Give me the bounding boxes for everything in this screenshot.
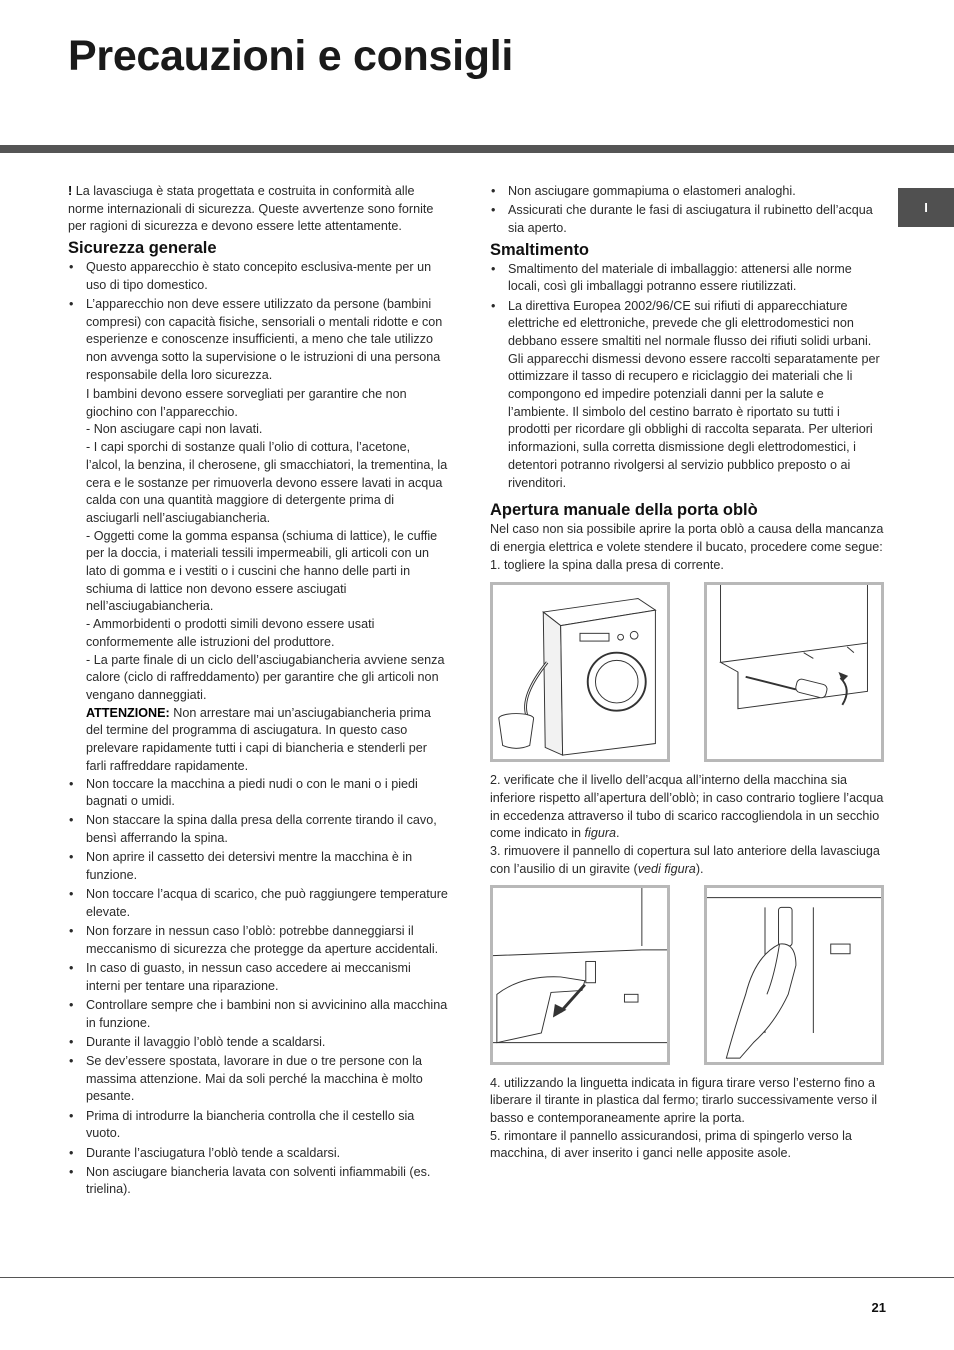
door-intro: Nel caso non sia possibile aprire la porta oblò a causa della mancanza di energia elettrica e volete stendere il bucato, procedere come segue: [490,522,884,554]
list-item: • L’apparecchio non deve essere utilizzato da persone (bambini compresi) con capacità fisiche, sensoriali o mentali ridotte e con esperienze e conoscenze insufficienti, a meno che tale utilizzo non avvenga sotto la supervisione o le istruzioni di una persona responsabile della loro sicurezza. [68,296,448,385]
page-title: Precauzioni e consigli [68,32,514,80]
list-item: • Non toccare la macchina a piedi nudi o con le mani o i piedi bagnati o umidi. [68,776,448,811]
step-3: 3. rimuovere il pannello di copertura sul lato anteriore della lavasciuga con l’ausilio di un giravite (vedi figura). [490,844,880,876]
release-tie-illustration [707,888,881,1062]
step-2: 2. verificate che il livello dell’acqua all’interno della macchina sia inferiore rispetto all’apertura dell’oblò; in caso contrario togliere l’acqua in eccedenza attraverso il tubo di scarico raccogliendola in un secchio come indicato in figura. [490,773,884,841]
step-4: 4. utilizzando la linguetta indicata in figura tirare verso l’esterno fino a liberare il tirante in plastica dal fermo; tirarlo successivamente verso il basso e contemporaneamente aprire la porta. [490,1075,878,1125]
safety-list [68,259,448,384]
list-item: • Non aprire il cassetto dei detersivi mentre la macchina è in funzione. [68,849,448,884]
list-item: • Smaltimento del materiale di imballaggio: attenersi alle norme locali, così gli imballaggi potranno essere riutilizzati. [490,261,884,296]
list-item: • Se dev’essere spostata, lavorare in due o tre persone con la massima attenzione. Mai da soli perché la macchina è molto pesante. [68,1053,448,1106]
safety-subnotes: I bambini devono essere sorvegliati per garantire che non giochino con l’apparecchio. - Non asciugare capi non lavati. - I capi sporchi di sostanze quali l’olio di cottura, l’acetone, l’alcol, la benzina, il cherosene, gli smacchiatori, la trementina, la cera e le sostanze per rimuoverla devono essere lavati in acqua calda con una quantità maggiore di detergente prima di asciugarli nell’asciugabiancheria. - Oggetti come la gomma espansa (schiuma di lattice), le cuffie per la doccia, i materiali tessili impermeabili, gli articoli con un lato di gomma e i vestiti o i cuscini che hanno delle parti in schiuma di lattice non devono essere asciugati nell’asciugabiancheria. - Ammorbidenti o prodotti simili devono essere usati conformemente alle istruzioni del produttore. - La parte finale di un ciclo dell’asciugabiancheria avviene senza calore (ciclo di raffreddamento) per garantire che gli articoli non vengano danneggiati. ATTENZIONE: Non arrestare mai un’asciugabiancheria prima del termine del programma di asciugatura. In questo caso prelevare rapidamente tutti i capi di biancheria e stenderli per farli raffreddare rapidamente. [68,386,448,775]
step-1: 1. togliere la spina dalla presa di corrente. [490,557,724,572]
safety-list-rest [68,776,448,1200]
intro-paragraph: ! La lavasciuga è stata progettata e costruita in conformità alle norme internazionali di sicurezza. Queste avvertenze sono fornite per ragioni di sicurezza e devono essere lette attentamente. [68,184,434,234]
list-item: • Non asciugare gommapiuma o elastomeri analoghi. [490,183,884,201]
header-rule [0,145,954,153]
drying-list [490,183,884,238]
figure-release-tie [704,885,884,1065]
list-item: • Questo apparecchio è stato concepito esclusiva-mente per un uso di tipo domestico. [68,259,448,294]
list-item: • Non toccare l’acqua di scarico, che può raggiungere temperature elevate. [68,886,448,921]
left-column [68,183,448,1201]
heading-general-safety: Sicurezza generale [68,239,217,258]
heading-disposal: Smaltimento [490,240,590,259]
figure-row-1 [490,582,884,762]
pull-tab-illustration [493,888,667,1062]
list-item: • Durante il lavaggio l’oblò tende a scaldarsi. [68,1034,448,1052]
disposal-list [490,261,884,493]
footer-rule [0,1277,954,1278]
heading-manual-door: Apertura manuale della porta oblò [490,501,758,520]
panel-removal-illustration [707,585,881,759]
language-tab: I [898,188,954,227]
figure-drain-hose [490,582,670,762]
list-item: • Non asciugare biancheria lavata con solventi infiammabili (es. trielina). [68,1164,448,1199]
list-item: • Controllare sempre che i bambini non si avvicinino alla macchina in funzione. [68,997,448,1032]
list-item: • La direttiva Europea 2002/96/CE sui rifiuti di apparecchiature elettriche ed elettroniche, prevede che gli elettrodomestici non debbano essere smaltiti nel normale flusso dei rifiuti solidi urbani. Gli apparecchi dismessi devono essere raccolti separatamente per ottimizzare il tasso di recupero e riciclaggio dei materiali che li compongono ed impedire potenziali danni per la salute e l’ambiente. Il simbolo del cestino barrato è riportato su tutti i prodotti per ricordare gli obblighi di raccolta separata. Per ulteriori informazioni, sulla corretta dismissione degli elettrodomestici, i detentori potranno rivolgersi al servizio pubblico preposto o ai rivenditori. [490,298,884,493]
list-item: • Durante l’asciugatura l’oblò tende a scaldarsi. [68,1145,448,1163]
list-item: • Assicurati che durante le fasi di asciugatura il rubinetto dell’acqua sia aperto. [490,202,884,237]
list-item: • Prima di introdurre la biancheria controlla che il cestello sia vuoto. [68,1108,448,1143]
page-number: 21 [871,1300,886,1315]
right-column [490,183,884,1163]
figure-row-2 [490,885,884,1065]
list-item: • In caso di guasto, in nessun caso accedere ai meccanismi interni per tentare una riparazione. [68,960,448,995]
washing-machine-drain-illustration [493,585,667,759]
attention-note: ATTENZIONE: Non arrestare mai un’asciugabiancheria prima del termine del programma di asciugatura. In questo caso prelevare rapidamente tutti i capi di biancheria e stenderli per farli raffreddare rapidamente. [86,705,431,773]
step-5: 5. rimontare il pannello assicurandosi, prima di spingerlo verso la macchina, di aver inserito i ganci nelle apposite asole. [490,1128,852,1161]
list-item: • Non staccare la spina dalla presa della corrente tirando il cavo, bensì afferrando la spina. [68,812,448,847]
list-item: • Non forzare in nessun caso l’oblò: potrebbe danneggiarsi il meccanismo di sicurezza che protegge da aperture accidentali. [68,923,448,958]
figure-screwdriver-panel [704,582,884,762]
figure-pull-tab [490,885,670,1065]
warning-mark: ! [68,184,73,198]
